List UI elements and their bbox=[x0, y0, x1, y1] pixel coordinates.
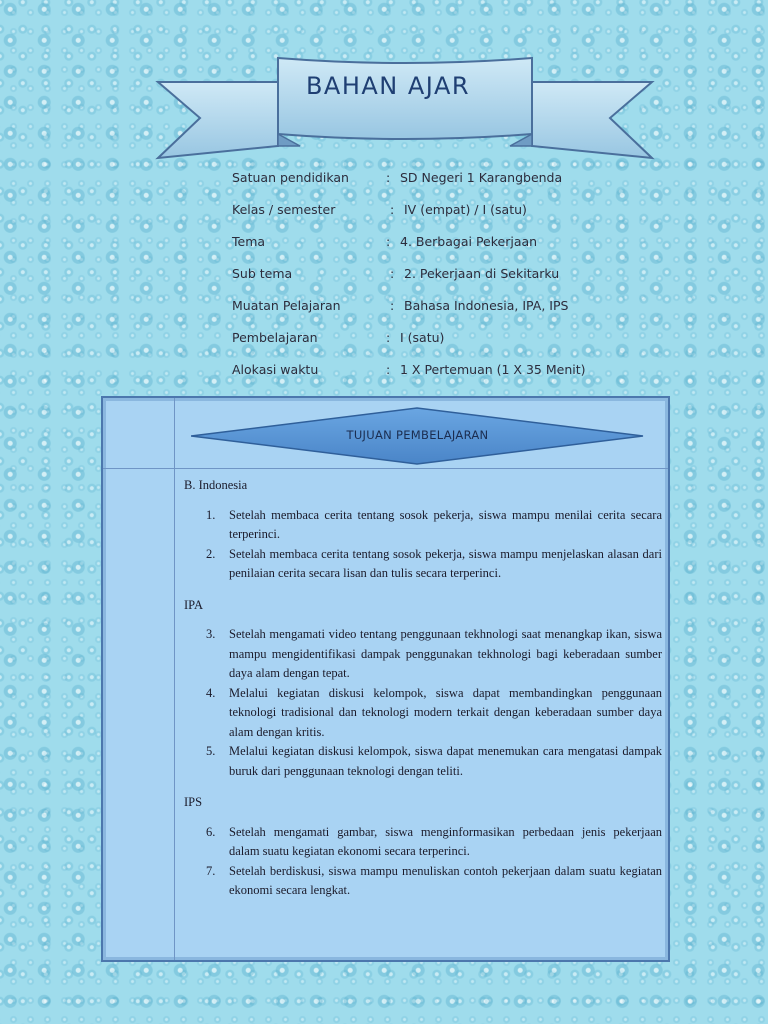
objective-text: Setelah membaca cerita tentang sosok pekerja, siswa mampu menjelaskan alasan dari penilaian cerita secara lisan dan tulis secara terperinci. bbox=[229, 546, 662, 580]
meta-row bbox=[232, 362, 652, 394]
objective-item bbox=[184, 684, 662, 743]
objective-item bbox=[184, 506, 662, 545]
objective-text: Setelah membaca cerita tentang sosok pekerja, siswa mampu menilai cerita secara terperinci. bbox=[229, 507, 662, 541]
meta-label: Kelas / semester bbox=[232, 202, 336, 217]
objective-number: 6. bbox=[206, 824, 216, 839]
objective-item bbox=[184, 545, 662, 584]
meta-value: 2. Pekerjaan di Sekitarku bbox=[404, 266, 560, 281]
meta-row bbox=[232, 298, 652, 330]
objectives-box bbox=[101, 396, 670, 962]
objective-text: Setelah mengamati gambar, siswa menginformasikan perbedaan jenis pekerjaan dalam suatu kegiatan ekonomi secara terperinci. bbox=[229, 824, 662, 858]
page-title: BAHAN AJAR bbox=[305, 72, 471, 100]
meta-label: Sub tema bbox=[232, 266, 293, 281]
meta-value: Bahasa Indonesia, IPA, IPS bbox=[404, 298, 569, 313]
meta-label: Satuan pendidikan bbox=[232, 170, 349, 185]
meta-value: I (satu) bbox=[400, 330, 445, 345]
section-title: IPS bbox=[184, 795, 203, 809]
meta-separator: : bbox=[386, 330, 391, 345]
meta-row bbox=[232, 330, 652, 362]
meta-label: Tema bbox=[232, 234, 266, 249]
meta-row bbox=[232, 202, 652, 234]
objective-item bbox=[184, 742, 662, 781]
meta-row bbox=[232, 170, 652, 202]
objective-number: 1. bbox=[206, 507, 216, 522]
objective-item bbox=[184, 625, 662, 684]
column-divider bbox=[174, 398, 175, 960]
meta-value: SD Negeri 1 Karangbenda bbox=[400, 170, 563, 185]
section-title: IPA bbox=[184, 597, 203, 612]
objective-text: Setelah berdiskusi, siswa mampu menuliskan contoh pekerjaan dalam suatu kegiatan ekonomi secara lengkat. bbox=[229, 863, 662, 897]
header-divider bbox=[103, 468, 668, 469]
meta-value: IV (empat) / I (satu) bbox=[404, 202, 527, 217]
meta-separator: : bbox=[390, 266, 395, 281]
meta-separator: : bbox=[386, 362, 391, 377]
ribbon-shape bbox=[150, 50, 660, 165]
meta-separator: : bbox=[386, 170, 391, 185]
meta-separator: : bbox=[390, 298, 395, 313]
section-title: B. Indonesia bbox=[184, 478, 248, 492]
objective-list bbox=[184, 823, 662, 901]
objective-number: 3. bbox=[206, 627, 216, 641]
identity-table bbox=[232, 170, 652, 394]
meta-separator: : bbox=[386, 234, 391, 249]
meta-value: 1 X Pertemuan (1 X 35 Menit) bbox=[400, 362, 586, 377]
objective-list bbox=[184, 625, 662, 781]
title-banner bbox=[150, 50, 660, 165]
objective-text: Melalui kegiatan diskusi kelompok, siswa dapat membandingkan penggunaan teknologi tradisional dan teknologi modern terkait dengan keberadaan sumber daya alam dengan kritis. bbox=[229, 685, 662, 739]
objective-number: 4. bbox=[206, 685, 216, 700]
meta-label: Pembelajaran bbox=[232, 330, 318, 345]
objective-item bbox=[184, 823, 662, 862]
objective-list bbox=[184, 506, 662, 584]
objectives-content bbox=[184, 476, 662, 913]
objective-number: 7. bbox=[206, 863, 216, 878]
objective-text: Melalui kegiatan diskusi kelompok, siswa dapat menemukan cara mengatasi dampak buruk dari penggunaan teknologi dengan teliti. bbox=[229, 744, 662, 778]
meta-label: Alokasi waktu bbox=[232, 362, 319, 377]
objective-text: Setelah mengamati video tentang penggunaan tekhnologi saat menangkap ikan, siswa mampu mengidentifikasi dampak penggunakan tekhnologi bagi keberadaan sumber daya alam dengan tepat. bbox=[229, 627, 662, 680]
objectives-heading: TUJUAN PEMBELAJARAN bbox=[346, 428, 489, 442]
meta-row bbox=[232, 234, 652, 266]
meta-label: Muatan Pelajaran bbox=[232, 298, 341, 313]
meta-value: 4. Berbagai Pekerjaan bbox=[400, 234, 538, 249]
objective-item bbox=[184, 862, 662, 901]
meta-separator: : bbox=[390, 202, 395, 217]
objective-number: 2. bbox=[206, 546, 216, 561]
objective-number: 5. bbox=[206, 744, 216, 758]
meta-row bbox=[232, 266, 652, 298]
